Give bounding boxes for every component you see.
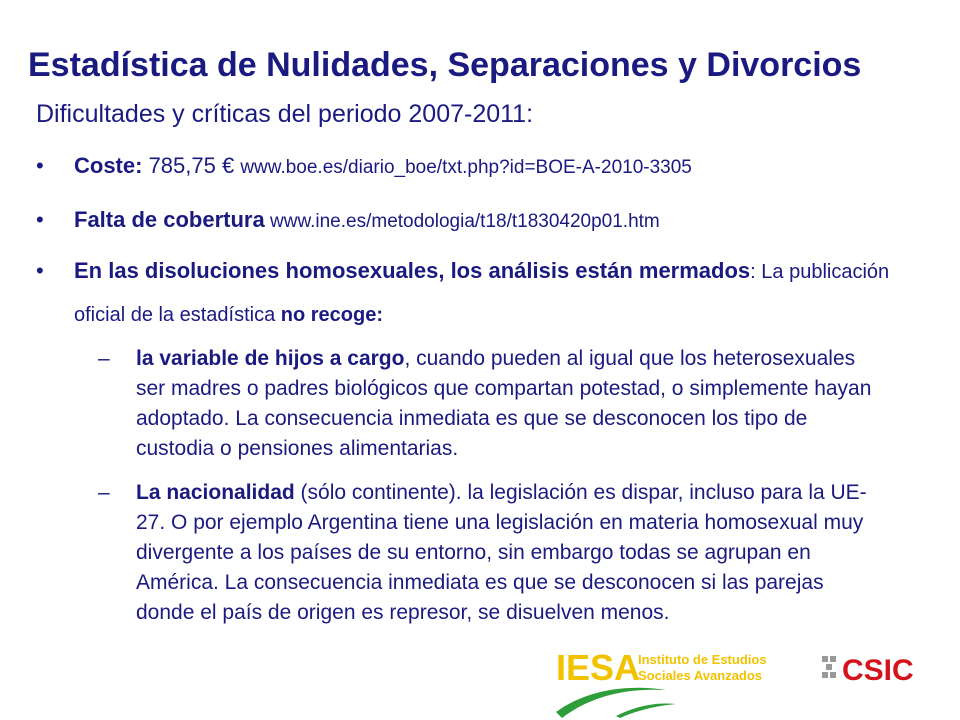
subbullet-hijos xyxy=(98,344,876,464)
bullet-cobertura xyxy=(36,200,916,242)
iesa-logo-text: IESA xyxy=(556,648,641,688)
csic-emblem-icon xyxy=(822,656,836,678)
bullet-label: Coste: xyxy=(74,153,143,178)
ine-link[interactable]: www.ine.es/metodologia/t18/t1830420p01.htm xyxy=(264,211,660,232)
csic-logo xyxy=(820,650,924,686)
bullet-homosexuales xyxy=(36,250,916,336)
iesa-swoosh-icon xyxy=(556,688,666,718)
bullet-dot: • xyxy=(36,258,44,283)
subbullet-label: La nacionalidad xyxy=(136,481,295,504)
page-title: Estadística de Nulidades, Separaciones y Divorcios xyxy=(28,46,862,84)
bullet-coste xyxy=(36,146,916,188)
bullet-text: : La publicación oficial de la estadística xyxy=(74,261,890,326)
iesa-logo-line2: Sociales Avanzados xyxy=(638,668,763,683)
bullet-label: Falta de cobertura xyxy=(74,207,265,232)
dash-marker: – xyxy=(98,347,110,370)
iesa-logo xyxy=(556,648,786,720)
csic-logo-text: CSIC xyxy=(842,654,914,686)
subbullet-label: la variable de hijos a cargo xyxy=(136,347,405,370)
bullet-emphasis: no recoge: xyxy=(280,304,384,326)
iesa-swoosh-small-icon xyxy=(616,704,676,719)
iesa-logo-line1: Instituto de Estudios xyxy=(638,652,767,667)
subbullet-text: , cuando pueden al igual que los heterosexuales ser madres o padres biológicos que compartan potestad, o simplemente hayan adoptado. La consecuencia inmediata es que se desconocen los tipo de custodia o pensiones alimentarias. xyxy=(136,347,872,460)
bullet-text: 785,75 € xyxy=(142,153,241,178)
bullet-dot: • xyxy=(36,207,44,232)
dash-marker: – xyxy=(98,481,110,504)
page-subtitle: Dificultades y críticas del periodo 2007-2011: xyxy=(36,100,534,128)
content xyxy=(36,146,916,628)
bullet-label: En las disoluciones homosexuales, los análisis están mermados xyxy=(74,258,751,283)
subbullet-nacionalidad xyxy=(98,478,876,628)
subbullet-text: (sólo continente). la legislación es dispar, incluso para la UE-27. O por ejemplo Argentina tiene una legislación en materia homosexual muy divergente a los países de su entorno, sin embargo todas se agrupan en América. La consecuencia inmediata es que se desconocen si las parejas donde el país de origen es represor, se disuelven menos. xyxy=(136,481,867,624)
boe-link[interactable]: www.boe.es/diario_boe/txt.php?id=BOE-A-2010-3305 xyxy=(240,157,692,178)
bullet-dot: • xyxy=(36,153,44,178)
